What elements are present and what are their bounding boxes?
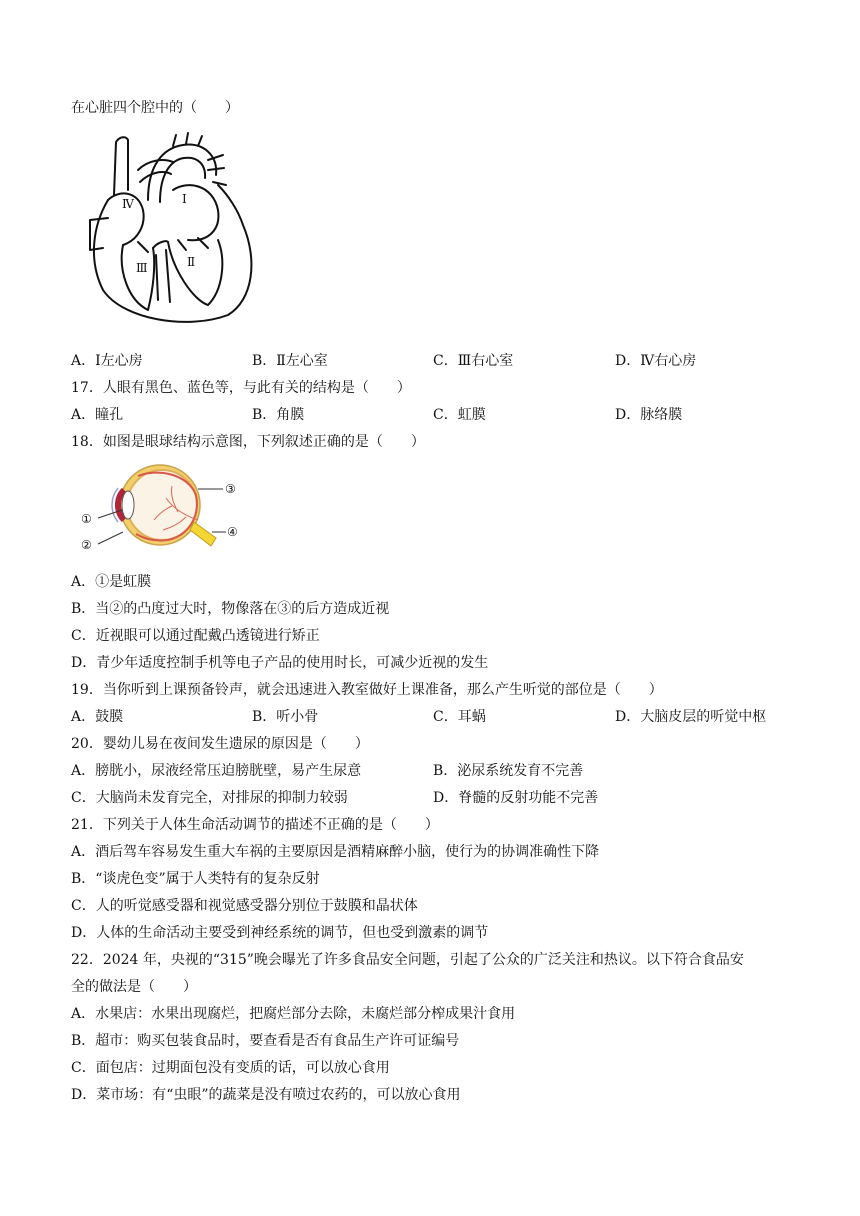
q18-stem: 18．如图是眼球结构示意图，下列叙述正确的是（ ）	[71, 434, 425, 450]
q22-option-c[interactable]: C．面包店：过期面包没有变质的话，可以放心食用	[71, 1060, 390, 1076]
eye-label-1: ①	[81, 512, 92, 526]
q16-option-b[interactable]: B．Ⅱ左心室	[252, 353, 328, 369]
q19-option-a[interactable]: A．鼓膜	[71, 709, 124, 725]
q20-option-a[interactable]: A．膀胱小，尿液经常压迫膀胱壁，易产生尿意	[71, 763, 362, 779]
q21-stem: 21．下列关于人体生命活动调节的描述不正确的是（ ）	[71, 817, 439, 833]
eyeball-diagram	[78, 460, 248, 560]
heart-label-1: Ⅰ	[182, 192, 187, 206]
heart-label-3: Ⅲ	[136, 261, 148, 275]
q17-stem: 17．人眼有黑色、蓝色等，与此有关的结构是（ ）	[71, 380, 411, 396]
heart-label-2: Ⅱ	[187, 255, 196, 269]
q19-option-d[interactable]: D．大脑皮层的听觉中枢	[615, 709, 767, 725]
q21-option-d[interactable]: D．人体的生命活动主要受到神经系统的调节，但也受到激素的调节	[71, 925, 489, 941]
q22-option-d[interactable]: D．菜市场：有“虫眼”的蔬菜是没有喷过农药的，可以放心食用	[71, 1087, 461, 1103]
eye-label-3: ③	[225, 482, 236, 496]
q20-option-c[interactable]: C．大脑尚未发育完全，对排尿的抑制力较弱	[71, 790, 348, 806]
q22-stem-line2: 全的做法是（ ）	[71, 979, 197, 995]
q19-stem: 19．当你听到上课预备铃声，就会迅速进入教室做好上课准备，那么产生听觉的部位是（ ）	[71, 682, 663, 698]
q17-option-a[interactable]: A．瞳孔	[71, 407, 124, 423]
eye-label-2: ②	[81, 538, 92, 552]
q16-option-c[interactable]: C．Ⅲ右心室	[433, 353, 514, 369]
q18-option-c[interactable]: C．近视眼可以通过配戴凸透镜进行矫正	[71, 628, 320, 644]
q16-stem: 在心脏四个腔中的（ ）	[71, 100, 239, 116]
q16-option-a[interactable]: A．Ⅰ左心房	[71, 353, 143, 369]
q22-stem-line1: 22．2024 年，央视的“315”晚会曝光了许多食品安全问题，引起了公众的广泛关注和热议。以下符合食品安	[71, 952, 744, 968]
q21-option-b[interactable]: B．“谈虎色变”属于人类特有的复杂反射	[71, 871, 320, 887]
q22-option-b[interactable]: B．超市：购买包装食品时，要查看是否有食品生产许可证编号	[71, 1033, 460, 1049]
q17-option-d[interactable]: D．脉络膜	[615, 407, 683, 423]
q18-option-d[interactable]: D．青少年适度控制手机等电子产品的使用时长，可减少近视的发生	[71, 655, 489, 671]
q20-option-b[interactable]: B．泌尿系统发育不完善	[433, 763, 584, 779]
q18-option-a[interactable]: A．①是虹膜	[71, 574, 152, 590]
q19-option-b[interactable]: B．听小骨	[252, 709, 319, 725]
heart-label-4: Ⅳ	[122, 197, 134, 211]
q17-option-b[interactable]: B．角膜	[252, 407, 305, 423]
q20-stem: 20．婴幼儿易在夜间发生遗尿的原因是（ ）	[71, 736, 369, 752]
q18-option-b[interactable]: B．当②的凸度过大时，物像落在③的后方造成近视	[71, 601, 390, 617]
q17-option-c[interactable]: C．虹膜	[433, 407, 486, 423]
q22-option-a[interactable]: A．水果店：水果出现腐烂，把腐烂部分去除，未腐烂部分榨成果汁食用	[71, 1006, 516, 1022]
q19-option-c[interactable]: C．耳蜗	[433, 709, 486, 725]
eye-label-4: ④	[227, 525, 238, 539]
q21-option-c[interactable]: C．人的听觉感受器和视觉感受器分别位于鼓膜和晶状体	[71, 898, 418, 914]
q16-option-d[interactable]: D．Ⅳ右心房	[615, 353, 697, 369]
q20-option-d[interactable]: D．脊髓的反射功能不完善	[433, 790, 599, 806]
heart-diagram	[78, 130, 268, 330]
q21-option-a[interactable]: A．酒后驾车容易发生重大车祸的主要原因是酒精麻醉小脑，使行为的协调准确性下降	[71, 844, 600, 860]
